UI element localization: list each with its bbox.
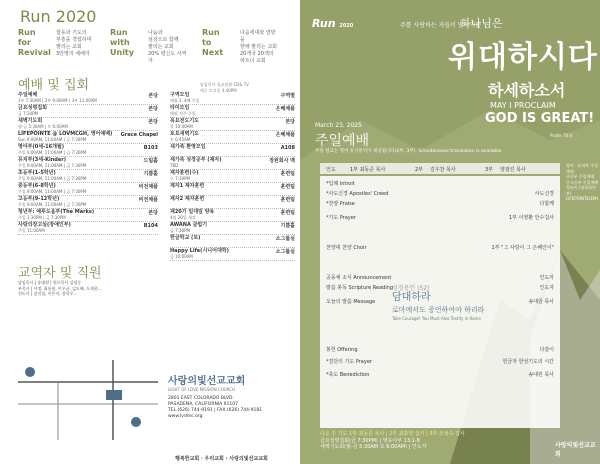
- service-name: 제자2 제자훈련: [170, 196, 205, 202]
- service-row: [18, 183, 158, 196]
- service-name: 사랑의장고실(장애인부): [18, 222, 71, 228]
- service-row: [18, 170, 158, 183]
- service-row: [18, 105, 158, 118]
- service-row: [170, 222, 295, 235]
- headline-1: 하나님은: [460, 17, 503, 30]
- service-place: 본당: [148, 106, 158, 112]
- run-head: Run to Next: [202, 28, 224, 57]
- service-time: Sun 9:00AM, 11:00AM | 금 7:30PM: [18, 137, 87, 142]
- service-place: 비전채플: [138, 184, 158, 190]
- service-place: B103: [143, 145, 158, 151]
- service-row: [18, 92, 158, 105]
- service-time: 수 7:30PM: [170, 176, 190, 181]
- service-row: [18, 209, 158, 222]
- order-item-detail: 인도자: [539, 285, 554, 291]
- sermon-title-1: 담대하라: [392, 292, 431, 303]
- order-item-detail: 1부 이영환 안수집사: [508, 215, 554, 221]
- service-place: A108: [280, 145, 295, 151]
- run-desc: 다음세대와 열방을 향해 팔리는 교회 20개국 20개의 파트너 교회: [240, 30, 277, 64]
- service-row: [170, 157, 295, 170]
- service-name: 타미모임: [170, 105, 190, 111]
- leader-2-label: 2부: [415, 167, 424, 173]
- service-name: 구역모임: [170, 92, 190, 98]
- right-panel: [300, 0, 600, 464]
- proclaim-text: MAY I PROCLAIM: [490, 101, 556, 110]
- service-time: 주일 9:00AM, 11:00AM | 금 7:30PM: [18, 150, 87, 155]
- service-place: 본당: [148, 93, 158, 99]
- service-row: [170, 118, 295, 131]
- service-row: [18, 131, 158, 144]
- run-title: Run 2020: [20, 7, 97, 26]
- leader-1: 1부 최동준 목사: [350, 167, 386, 173]
- service-name: AWANA 클럽기: [170, 222, 208, 228]
- service-place: Grace Chapel: [120, 132, 158, 138]
- worship-leaders: [320, 163, 560, 174]
- service-name: 고등부(9-12학년): [18, 196, 60, 202]
- service-row: [18, 157, 158, 170]
- psalm-ref: Psalm 70:4: [550, 133, 573, 138]
- service-row: [18, 222, 158, 235]
- run-item-unity: [110, 28, 200, 82]
- service-date: March 23, 2025: [315, 122, 362, 129]
- run-head: Run for Revival: [18, 28, 51, 57]
- service-time: 주일 9:00AM, 11:00AM | 금 7:30PM: [18, 189, 87, 194]
- service-row: [18, 118, 158, 131]
- service-time: 주일 9:00AM, 11:00AM | 금 7:30PM: [18, 163, 87, 168]
- run-head: Run with Unity: [110, 28, 134, 57]
- service-place: 본당: [148, 210, 158, 216]
- headline-2: 위대하시다: [448, 40, 598, 75]
- service-row: [170, 209, 295, 222]
- service-row: [170, 196, 295, 209]
- service-name: 목요전도기도: [170, 118, 199, 124]
- service-time: 1부 7:30AM | 2부 9:00AM | 3부 11:00AM: [18, 98, 97, 103]
- order-item-detail: 인도자: [539, 275, 554, 281]
- order-item: *기도 Prayer: [326, 215, 356, 221]
- order-item: *입례 Introit: [326, 181, 355, 187]
- order-item: *결단의 기도 Prayer: [326, 359, 372, 365]
- service-time: 4월 20일 개강: [170, 215, 196, 220]
- service-place: 본당: [148, 119, 158, 125]
- service-row: [18, 196, 158, 209]
- service-place: 은혜채플: [275, 132, 295, 138]
- order-item-detail: 헌금자 한성기도의 시간: [502, 359, 554, 365]
- service-row: [170, 183, 295, 196]
- service-name: 세가족 성경공부 (제자): [170, 157, 222, 163]
- order-item-detail: 다같이: [539, 347, 554, 353]
- footer-line-3: 새벽기도회(월-금 5:30AM 토 6:00AM) | 인도자: [320, 444, 427, 450]
- service-place: 구역별: [280, 93, 295, 99]
- service-name: 제20기 일대일 양육: [170, 209, 215, 215]
- order-item-detail: 다함께: [539, 201, 554, 207]
- service-time: 금 7:30PM: [170, 228, 190, 233]
- service-name: Happy Life(시니어대학): [170, 248, 229, 254]
- worship-title: 예배 및 집회: [18, 78, 90, 93]
- service-name: 새벽기도회: [18, 118, 43, 124]
- service-time: 금 10:00AM: [170, 254, 193, 259]
- services-list-right: [170, 92, 295, 261]
- service-time: 금 7:30PM: [18, 111, 38, 116]
- leader-2: 김우찬 목사: [430, 167, 456, 173]
- translation-note: 주일 설교는 영어 동시통역이 제공됩니다(2부, 3부). Simultaneous translation is available.: [315, 149, 503, 154]
- service-row: [170, 92, 295, 105]
- service-time: 주일 11:00AM: [18, 228, 45, 233]
- service-row: [170, 144, 295, 157]
- service-time: 주일 9:00AM, 11:00AM | 금 7:30PM: [18, 202, 87, 207]
- run-item-next: [202, 28, 298, 82]
- service-name: 토요새벽기도: [170, 131, 199, 137]
- service-name: 영아부(0세-16개월): [18, 144, 65, 150]
- service-place: 훈련팀: [280, 184, 295, 190]
- sermon-box: [392, 283, 492, 321]
- bottom-slogan: 행복한교회 · 우리교회 · 사랑의빛선교교회: [175, 456, 268, 462]
- service-place: 정원회사 맥: [269, 158, 295, 164]
- leader-label: 인도: [326, 167, 336, 173]
- service-place: 드림홀: [143, 158, 158, 164]
- service-row: [170, 105, 295, 118]
- service-place: 소그룹실: [275, 249, 295, 255]
- staff-title: 교역자 및 직원: [18, 266, 102, 281]
- run-desc: 험동과 기도의 부흥을 경험하며 팔리는 교회 3만명의 예배자: [56, 30, 92, 57]
- leader-3: 양광진 목사: [500, 167, 526, 173]
- order-item-detail: 사도신경: [534, 191, 554, 197]
- service-place: 소그룹실: [275, 236, 295, 242]
- service-time: 매월 격주 주일: [170, 111, 196, 116]
- ministry-sidebox: 영아 · 유치부 주일예배 초등부 주일예배 중고등부 주일예배 청년이 (대학청년부) LIFEPOINTE(EM): [566, 163, 599, 201]
- service-time: 주일 9:00AM, 11:00AM | 금 7:30PM: [18, 176, 87, 181]
- service-name: 주일예배: [18, 92, 38, 98]
- church-name-en: LIGHT OF LOVE MISSION CHURCH: [168, 387, 236, 392]
- service-row: [170, 248, 295, 261]
- staff-list: 담임목사 | 송대원 | 원로목사 김정동 부목사 | 이정, 최용현, 이우균, 김도혜, 도재현... 전도사 | 장진철, 이은미, 장희우...: [18, 280, 102, 296]
- sermon-title-en: Take Courage! You Must Also Testify in Rome: [392, 316, 481, 321]
- service-time: 토 6:45AM: [170, 137, 191, 142]
- service-name: 청년부: 예루도움부(The Marks): [18, 209, 95, 215]
- order-item-detail: 송대원 목사: [528, 299, 554, 305]
- church-address: 2801 EAST COLORADO BLVD. PASADENA, CALIFORNIA 91107 TEL.(626) 744-9191 | FAX.(626) 744-9181 www.lvdmc.org: [168, 396, 263, 419]
- service-name: 새가족 환영모임: [170, 144, 206, 150]
- order-item: 말씀 봉독 Scripture Reading: [326, 285, 394, 291]
- service-row: [18, 144, 158, 157]
- verse-line: 주를 사랑하는 자들이 말하기를: [400, 22, 482, 29]
- service-time: 매월 2, 4째 주일: [170, 98, 200, 103]
- service-name: 제자훈련(수): [170, 170, 199, 176]
- service-place: 훈련팀: [280, 210, 295, 216]
- service-place: 비전채플: [138, 197, 158, 203]
- service-name: 중등부(6-8학년): [18, 183, 56, 189]
- order-item-detail: 1부 "그 사랑이 그 은혜인이": [491, 245, 554, 251]
- order-item: 찬양대 찬양 Choir: [326, 245, 367, 251]
- service-row: [170, 235, 295, 248]
- service-name: 유치부(3세-Kinder): [18, 157, 67, 163]
- service-row: [170, 170, 295, 183]
- service-name: 한글학교 (토): [170, 235, 201, 241]
- service-place: 본당: [285, 119, 295, 125]
- brand-run: Run 2020: [312, 17, 354, 30]
- order-item: *찬양 Praise: [326, 201, 355, 207]
- footer-line-2: 금요성령집회(금 7:30PM) | 영유아부 13:1-8: [320, 437, 420, 444]
- church-info: [168, 372, 298, 420]
- service-time: 월-금 5:30AM | 토 6:00AM: [18, 124, 68, 129]
- leader-3-label: 3부: [485, 167, 494, 173]
- service-name: 초등부(1-5학년): [18, 170, 56, 176]
- service-title: 주일예배: [315, 133, 370, 149]
- god-is-great: GOD IS GREAT!: [485, 111, 595, 126]
- service-place: 기쁨홀: [280, 223, 295, 229]
- church-name: 사랑의빛선교교회: [168, 376, 246, 387]
- service-time: 주일 1:30PM | 금 7:30PM: [18, 215, 66, 220]
- services-list: [18, 92, 158, 235]
- order-item: 오늘의 말씀 Message: [326, 299, 376, 305]
- service-place: B104: [143, 223, 158, 229]
- sermon-series: 성경봉헌 (52): [392, 285, 430, 292]
- service-name: LIFEPOINTE @ LOVMCGH, 영어예배): [18, 131, 113, 137]
- service-place: 기쁨홀: [143, 171, 158, 177]
- service-place: 은혜채플: [275, 106, 295, 112]
- service-place: 훈련팀: [280, 171, 295, 177]
- order-item-detail: 송대원 목사: [528, 372, 554, 378]
- order-item: 봉헌 Offering: [326, 347, 358, 353]
- order-item: *축도 Benediction: [326, 372, 370, 378]
- order-item: *사도신경 Apostles' Creed: [326, 191, 389, 197]
- run-desc: 나눔과 섬김으로 함께 팔리는 교회 20% 평신도 사역자: [148, 30, 187, 64]
- service-time: 목 10:00AM: [170, 124, 193, 129]
- sermon-title-2: 로마에서도 증언하여야 하리라: [392, 306, 485, 314]
- church-logo: 사랑의빛선교교회: [555, 442, 596, 458]
- run-note: 담임목사 설교말씀 CD& TV 예루 토요일 4:40PM: [200, 82, 249, 93]
- location-map: [18, 360, 158, 440]
- service-place: 훈련팀: [280, 197, 295, 203]
- footer-line-1: 다음 주 기도 1부 최동준 목사 | 2부 최충열 집사 | 3부 조성숙 집사: [320, 431, 465, 437]
- service-name: 금요성령집회: [18, 105, 47, 111]
- service-row: [170, 131, 295, 144]
- headline-3: 하세하소서: [488, 81, 566, 100]
- service-time: TBD: [170, 163, 179, 168]
- service-name: 제자1 제자훈련: [170, 183, 205, 189]
- order-item: 공동체 소식 Announcement: [326, 275, 392, 281]
